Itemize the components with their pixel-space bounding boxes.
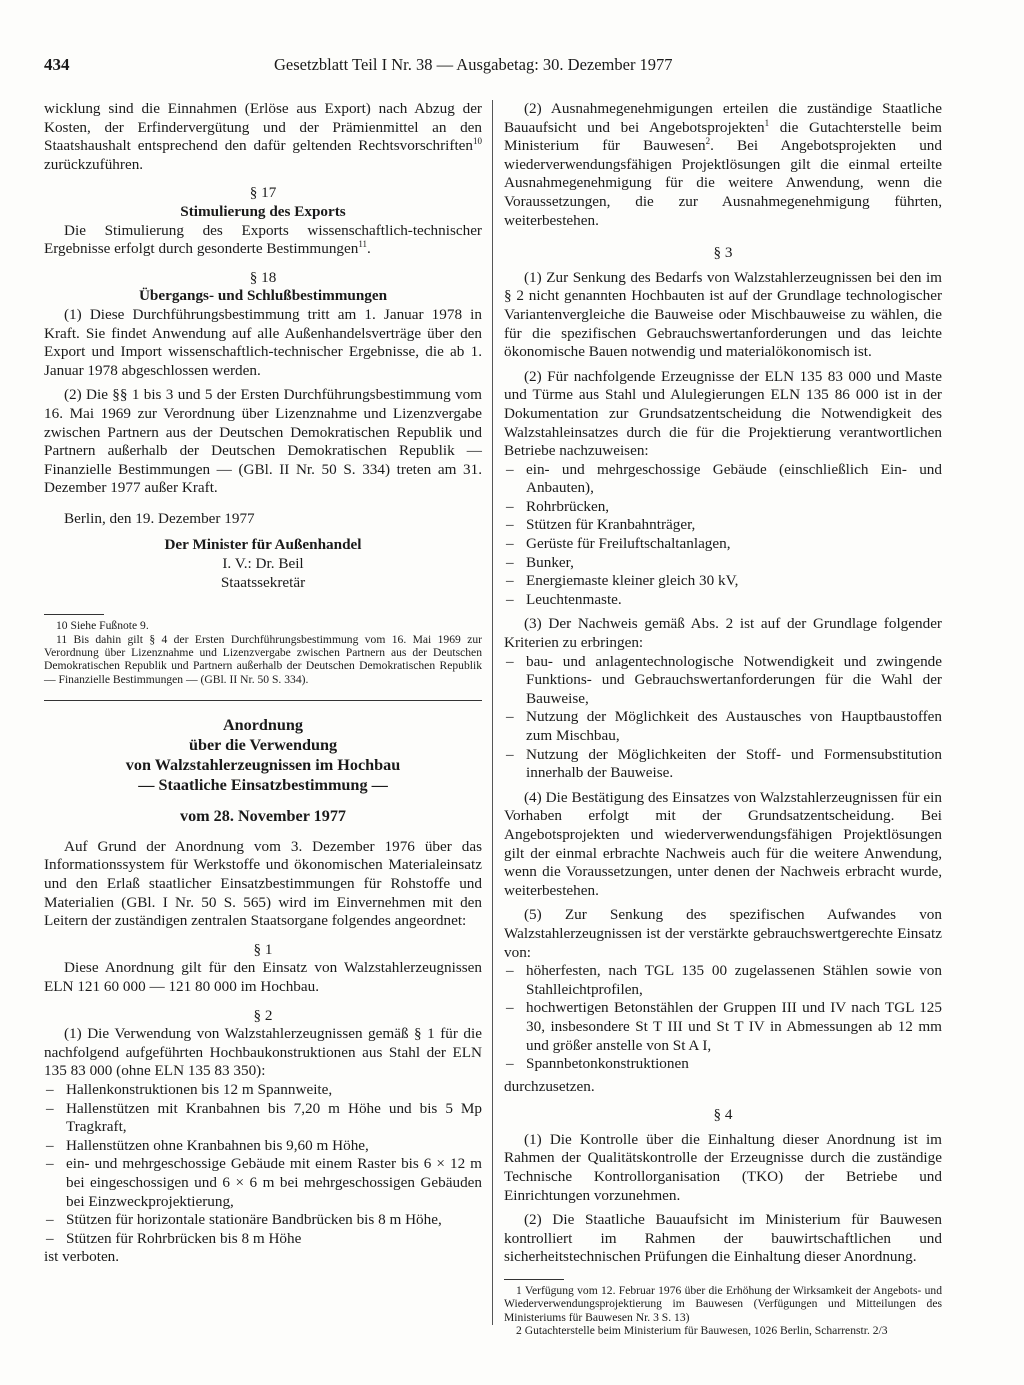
section-3-list-2 xyxy=(504,653,942,783)
section-2-list xyxy=(44,1081,482,1248)
deputy-signature: I. V.: Dr. Beil xyxy=(222,555,304,573)
place-date: Berlin, den 19. Dezember 1977 xyxy=(64,509,255,527)
section-divider xyxy=(44,700,482,701)
section-3-paragraph-5: (5) Zur Senkung des spezifischen Aufwandes von Walzstahlerzeugnissen ist der verstärkte gebrauchswertgerechte Einsatz von: xyxy=(504,906,942,961)
section-2-paragraph-2: (2) Ausnahmegenehmigungen erteilen die zuständige Staatliche Bauaufsicht und bei Angebotsprojekten$^1$ die Gutachterstelle beim Ministerium für Bauwesen$^2$. Bei Angebotsprojekten und wiederverwendungsfähigen Projektlösungen gilt die einmal erteilte Ausnahmegenehmigung für die weitere Anwendung, wenn die Voraussetzungen, die zur Ausnahmegenehmigung führten, weiterbestehen. xyxy=(504,100,942,229)
list-item: – Bunker, xyxy=(504,554,942,573)
section-4-paragraph-2: (2) Die Staatliche Bauaufsicht im Ministerium für Bauwesen kontrolliert im Rahmen der bauwirtschaftlichen und sicherheitstechnischen Prüfungen die Einhaltung dieser Anordnung. xyxy=(504,1211,942,1266)
section-4-paragraph-1: (1) Die Kontrolle über die Einhaltung dieser Anordnung ist im Rahmen der Qualitätskontrolle der Erzeugnisse durch die zuständige Technische Kontrollorganisation (TKO) der Betriebe und Einrichtungen vorzunehmen. xyxy=(504,1130,942,1204)
section-3-number: § 3 xyxy=(713,244,733,262)
footnote-10: 10 Siehe Fußnote 9. xyxy=(56,619,149,633)
section-4-number: § 4 xyxy=(713,1106,733,1124)
list-item: – ein- und mehrgeschossige Gebäude mit einem Raster bis 6 × 12 m bei eingeschossigen und 6 × 6 m bei mehrgeschossigen Gebäuden bei Einzweckprojektierung, xyxy=(44,1155,482,1211)
page-header xyxy=(44,56,984,76)
footnote-rule xyxy=(504,1279,564,1280)
section-3-paragraph-1: (1) Zur Senkung des Bedarfs von Walzstahlerzeugnissen bei den im § 2 nicht genannten Hochbauten ist auf der Grundlage technologischer Variantenvergleiche die Bauweise oder Mischbauweise zu wählen, die für die spezifischen Gebrauchswertanforderungen und das leichte ökonomische Bauen notwendig und materialökonomisch ist. xyxy=(504,268,942,361)
section-1-number: § 1 xyxy=(253,940,273,958)
anordnung-title-1: Anordnung xyxy=(222,716,304,735)
section-2-end: ist verboten. xyxy=(44,1248,120,1266)
section-2-paragraph-1: (1) Die Verwendung von Walzstahlerzeugnissen gemäß § 1 für die nachfolgend aufgeführten Hochbaukonstruktionen aus Stahl der ELN 135 83 000 (ohne ELN 135 83 350): xyxy=(44,1025,482,1080)
list-item: – höherfesten, nach TGL 135 00 zugelassenen Stählen sowie von Stahlleichtprofilen, xyxy=(504,962,942,999)
list-item: – Spannbetonkonstruktionen xyxy=(504,1055,942,1074)
list-item: – Leuchtenmaste. xyxy=(504,591,942,610)
section-3-list-3 xyxy=(504,962,942,1074)
footnote-1: 1 Verfügung vom 12. Februar 1976 über die Erhöhung der Wirksamkeit der Angebots- und Wiederverwendungsprojektierung im Bauwesen (Verfügungen und Mitteilungen des Ministeriums für Bauwesen Nr. 3 S. 13) xyxy=(504,1284,942,1324)
section-18-number: § 18 xyxy=(249,268,277,286)
minister-signature: Der Minister für Außenhandel xyxy=(164,536,362,554)
list-item: – Stützen für horizontale stationäre Bandbrücken bis 8 m Höhe, xyxy=(44,1211,482,1230)
list-item: – Nutzung der Möglichkeiten der Stoff- und Formensubstitution innerhalb der Bauweise. xyxy=(504,746,942,783)
anordnung-title-4: — Staatliche Einsatzbestimmung — xyxy=(138,776,388,795)
section-3-paragraph-3: (3) Der Nachweis gemäß Abs. 2 ist auf der Grundlage folgender Kriterien zu erbringen: xyxy=(504,615,942,652)
list-item: – Stützen für Rohrbrücken bis 8 m Höhe xyxy=(44,1230,482,1249)
section-3-paragraph-4: (4) Die Bestätigung des Einsatzes von Walzstahlerzeugnissen für ein Vorhaben erfolgt mit der Grundsatzentscheidung. Bei Angebotsprojekten und wiederverwendungsfähigen Projektlösungen gilt der einmal erbrachte Nachweis auch für die weitere Anwendung, wenn die Voraussetzungen, unter denen der Nachweis erbracht wurde, weiterbestehen. xyxy=(504,788,942,899)
list-item: – hochwertigen Betonstählen der Gruppen III und IV nach TGL 125 30, insbesondere St T III und St T IV in Abmessungen ab 12 mm und größer anstelle von St A I, xyxy=(504,999,942,1055)
section-3-end: durchzusetzen. xyxy=(504,1077,595,1095)
list-item: – Nutzung der Möglichkeit des Austausches von Hauptbaustoffen zum Mischbau, xyxy=(504,708,942,745)
list-item: – Hallenstützen mit Kranbahnen bis 7,20 m Höhe und bis 5 Mp Tragkraft, xyxy=(44,1100,482,1137)
anordnung-heading xyxy=(44,715,482,795)
section-18-paragraph-1: (1) Diese Durchführungsbestimmung tritt am 1. Januar 1978 in Kraft. Sie findet Anwendung auf alle Außenhandelsverträge über den Export und Import wissenschaftlich-technischer Ergebnisse, die ab 1. Januar 1978 abgeschlossen werden. xyxy=(44,305,482,379)
right-footnotes xyxy=(504,1284,942,1338)
section-3-paragraph-2: (2) Für nachfolgende Erzeugnisse der ELN 135 83 000 und Maste und Türme aus Stahl und Alulegierungen ELN 135 86 000 ist in der Dokumentation zur Grundsatzentscheidung die Notwendigkeit des Walzstahleinsatzes durch die für die Projektierung verantwortlichen Betriebe nachzuweisen: xyxy=(504,367,942,460)
intro-paragraph: wicklung sind die Einnahmen (Erlöse aus Export) nach Abzug der Kosten, der Erfindervergütung und der Prämienmittel an den Staatshaushalt entsprechend den dafür geltenden Rechtsvorschriften$^{10}$ zurückzuführen. xyxy=(44,100,482,173)
section-1-text: Diese Anordnung gilt für den Einsatz von Walzstahlerzeugnissen ELN 121 60 000 — 121 80 000 im Hochbau. xyxy=(44,959,482,996)
list-item: – ein- und mehrgeschossige Gebäude (einschließlich Ein- und Anbauten), xyxy=(504,461,942,498)
section-18-title: Übergangs- und Schlußbestimmungen xyxy=(138,287,388,305)
left-column xyxy=(44,100,482,1267)
section-3-list-1 xyxy=(504,461,942,610)
preamble: Auf Grund der Anordnung vom 3. Dezember 1976 über das Informationssystem für Werkstoffe und ökonomischen Materialeinsatz und den Erlaß staatlicher Einsatzbestimmungen für Rohstoffe und Materialien (GBl. I Nr. 50 S. 565) wird im Einvernehmen mit den Leitern der zuständigen zentralen Staatsorgane folgendes angeordnet: xyxy=(44,837,482,930)
section-17-title: Stimulierung des Exports xyxy=(180,202,346,220)
list-item: – Hallenkonstruktionen bis 12 m Spannweite, xyxy=(44,1081,482,1100)
page-number: 434 xyxy=(44,55,70,74)
left-footnotes xyxy=(44,619,482,686)
list-item: – Gerüste für Freiluftschaltanlagen, xyxy=(504,535,942,554)
list-item: – bau- und anlagentechnologische Notwendigkeit und zwingende Funktions- und Gebrauchswertanforderungen für die Wahl der Bauweise, xyxy=(504,653,942,709)
footnote-11: 11 Bis dahin gilt § 4 der Ersten Durchführungsbestimmung vom 16. Mai 1969 zur Verordnung über Lizenznahme und Lizenzvergabe zwischen Partnern aus der Deutschen Demokratischen Republik und Partnern außerhalb der Deutschen Demokratischen Republik — Finanzielle Bestimmungen — (GBl. II Nr. 50 S. 334). xyxy=(44,632,482,686)
list-item: – Hallenstützen ohne Kranbahnen bis 9,60 m Höhe, xyxy=(44,1137,482,1156)
list-item: – Stützen für Kranbahnträger, xyxy=(504,516,942,535)
anordnung-title-2: über die Verwendung xyxy=(188,736,338,755)
section-17-text: Die Stimulierung des Exports wissenschaftlich-technischer Ergebnisse erfolgt durch gesonderte Bestimmungen$^{11}$. xyxy=(44,221,482,258)
footnote-2: 2 Gutachterstelle beim Ministerium für Bauwesen, 1026 Berlin, Scharrenstr. 2/3 xyxy=(516,1324,888,1338)
section-18-paragraph-2: (2) Die §§ 1 bis 3 und 5 der Ersten Durchführungsbestimmung vom 16. Mai 1969 zur Verordnung über Lizenznahme und Lizenzvergabe zwischen Partnern aus der Deutschen Demokratischen Republik und Partnern außerhalb der Deutschen Demokratischen Republik — Finanzielle Bestimmungen — (GBl. II Nr. 50 S. 334) treten am 31. Dezember 1977 außer Kraft. xyxy=(44,386,482,497)
state-secretary: Staatssekretär xyxy=(220,573,306,591)
anordnung-title-3: von Walzstahlerzeugnissen im Hochbau xyxy=(125,756,401,775)
section-2-number: § 2 xyxy=(253,1006,273,1024)
footnote-rule xyxy=(44,614,104,615)
right-column xyxy=(504,100,942,1338)
list-item: – Energiemaste kleiner gleich 30 kV, xyxy=(504,572,942,591)
section-17-number: § 17 xyxy=(249,184,277,202)
anordnung-date: vom 28. November 1977 xyxy=(179,807,347,826)
column-divider xyxy=(492,100,493,1325)
list-item: – Rohrbrücken, xyxy=(504,498,942,517)
running-title: Gesetzblatt Teil I Nr. 38 — Ausgabetag: 30. Dezember 1977 xyxy=(274,55,673,74)
